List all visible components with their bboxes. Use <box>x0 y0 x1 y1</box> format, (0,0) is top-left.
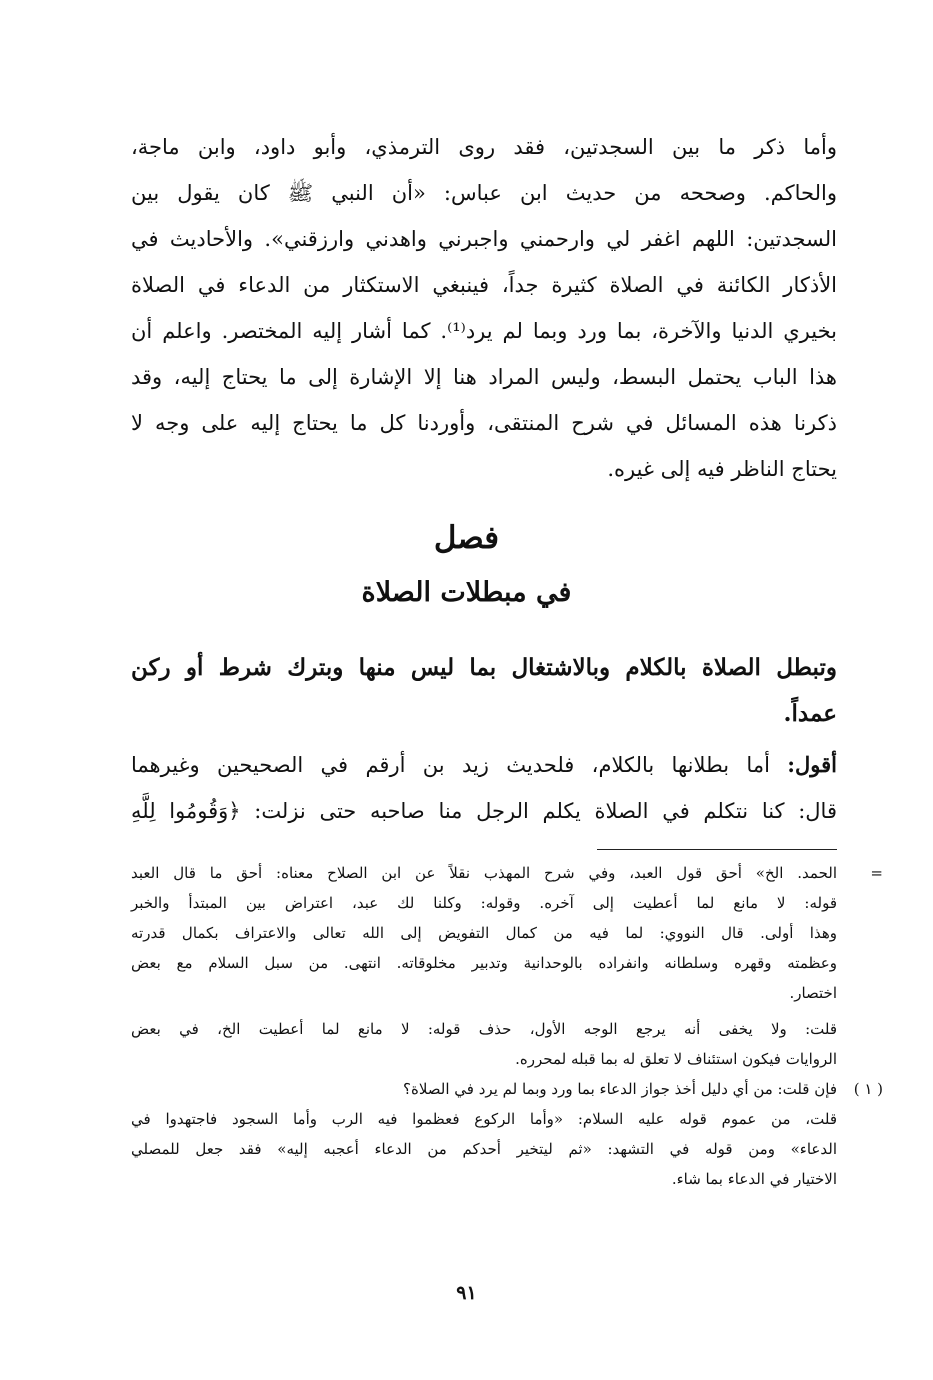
body-line: بخيري الدنيا والآخرة، بما ورد وبما لم يرد⁽¹⁾. كما أشار إليه المختصر. واعلم أن <box>131 319 838 343</box>
section-subtitle: في مبطلات الصلاة <box>361 577 572 608</box>
footnote-line: قوله: لا مانع لما أعطيت إلى آخره. وقوله: وكلنا لك عبد، اعتراض بين المبتدأ والخبر <box>131 894 837 912</box>
footnote-line: قلت: ولا يخفى أنه يرجع الوجه الأول، حذف قوله: لا مانع لما أعطيت الخ، في بعض <box>131 1020 837 1038</box>
matn-line: عمداً. <box>783 700 837 727</box>
commentary-line: قال: كنا نتكلم في الصلاة يكلم الرجل منا صاحبه حتى نزلت: ﴿وَقُومُوا لِلَّهِ <box>131 799 837 823</box>
footnotes <box>131 858 883 1194</box>
body-line: يحتاج الناظر فيه إلى غيره. <box>607 457 837 481</box>
page-number: ٩١ <box>456 1282 477 1304</box>
body-line: والحاكم. وصححه من حديث ابن عباس: «أن النبي ﷺ كان يقول بين <box>131 181 837 205</box>
footnote-text: فإن قلت: من أي دليل أخذ جواز الدعاء بما ورد وبما لم يرد في الصلاة؟ <box>403 1080 837 1098</box>
body-line: وأما ذكر ما بين السجدتين، فقد روى الترمذي، وأبو داود، وابن ماجة، <box>131 135 837 159</box>
matn-text <box>131 645 837 737</box>
footnote-number: ( ١ ) <box>853 1080 883 1098</box>
footnote-line: الروايات فيكون استئناف لا تعلق له بما قبله لمحرره. <box>515 1050 837 1068</box>
footnote-line: وعظمته وقهره وسلطانه وانفراده بالوحدانية وتدبير مخلوقاته. انتهى. من سبل السلام مع بعض <box>131 954 837 972</box>
footnote-line: اختصار. <box>789 984 837 1002</box>
footnote-line <box>131 1074 883 1104</box>
footnote-line: الاختيار في الدعاء بما شاء. <box>671 1170 837 1188</box>
matn-line: وتبطل الصلاة بالكلام وبالاشتغال بما ليس منها وبترك شرط أو ركن <box>131 654 837 681</box>
footnote-line: قلت، من عموم قوله عليه السلام: «وأما الركوع فعظموا فيه الرب وأما السجود فاجتهدوا في <box>131 1110 837 1128</box>
body-line: هذا الباب يحتمل البسط، وليس المراد هنا إلا الإشارة إلى ما يحتاج إليه، وقد <box>131 365 837 389</box>
body-line: الأذكار الكائنة في الصلاة كثيرة جداً، فينبغي الاستكثار من الدعاء في الصلاة <box>131 273 837 297</box>
commentary-text <box>131 742 837 834</box>
continuation-marker: = <box>870 864 883 882</box>
commentary-line <box>131 742 837 788</box>
body-line: ذكرنا هذه المسائل في شرح المنتقى، وأوردنا كل ما يحتاج إليه على وجه لا <box>131 411 837 435</box>
footnote-text: الحمد. الخ» أحق قول العبد، وفي شرح المهذب نقلاً عن ابن الصلاح معناه: أحق ما قال العبد <box>131 864 837 882</box>
footnote-line: وهذا أولى. قال النووي: لما فيه من كمال التفويض إلى الله تعالى والاعتراف بكمال قدرته <box>131 924 837 942</box>
footnote-line <box>131 858 883 888</box>
footnote-line: الدعاء» ومن قوله في التشهد: «ثم ليتخير أحدكم من الدعاء أعجبه إليه» فقد جعل للمصلي <box>131 1140 837 1158</box>
main-text <box>131 124 837 492</box>
aqulu-label: أقول: <box>787 752 837 777</box>
footnote-separator <box>597 849 837 850</box>
body-line: السجدتين: اللهم اغفر لي وارحمني واجبرني واهدني وارزقني». والأحاديث في <box>131 227 837 251</box>
section-heading: فصل <box>433 520 500 556</box>
commentary-text-1: أما بطلانها بالكلام، فلحديث زيد بن أرقم في الصحيحين وغيرهما <box>131 753 770 777</box>
